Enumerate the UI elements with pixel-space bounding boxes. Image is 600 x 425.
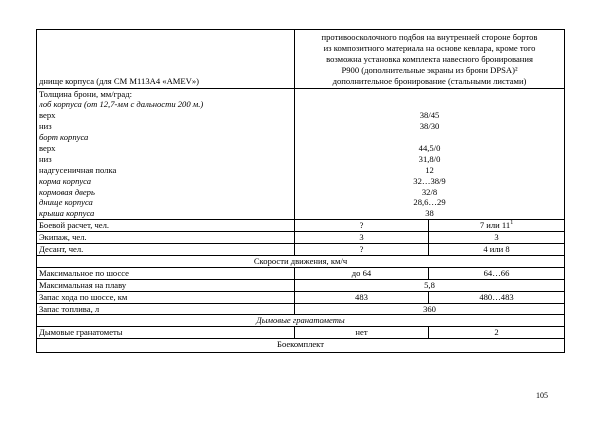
row-value: 4 или 8 xyxy=(429,244,565,256)
armor-labels-cell xyxy=(37,88,295,220)
row-value: 360 xyxy=(295,303,565,315)
armor-value: 38/45 xyxy=(419,110,440,121)
armor-value: 28,6…29 xyxy=(413,197,446,208)
header-right-line: возможна установка комплекта навесного бронирования xyxy=(326,53,533,64)
row-value: ? xyxy=(295,220,429,232)
armor-row xyxy=(37,88,565,220)
header-right-cell xyxy=(295,30,565,89)
table-row xyxy=(37,244,565,256)
armor-label: Толщина брони, мм/град: xyxy=(39,88,132,99)
armor-label: низ xyxy=(39,153,52,164)
row-value: до 64 xyxy=(295,267,429,279)
armor-values-cell xyxy=(295,88,565,220)
row-value: 3 xyxy=(295,232,429,244)
table-row xyxy=(37,291,565,303)
page-number: 105 xyxy=(536,391,548,400)
table-row xyxy=(37,220,565,232)
row-label: Дымовые гранатометы xyxy=(37,327,295,339)
row-value: 483 xyxy=(295,291,429,303)
armor-value: 32…38/9 xyxy=(413,175,446,186)
table-row xyxy=(37,279,565,291)
armor-value: 12 xyxy=(425,164,434,175)
row-value: 480…483 xyxy=(429,291,565,303)
armor-label: лоб корпуса (от 12,7-мм с дальности 200 м.) xyxy=(39,99,204,110)
table-row xyxy=(37,232,565,244)
row-value: нет xyxy=(295,327,429,339)
row-value: ? xyxy=(295,244,429,256)
section-heading: Дымовые гранатометы xyxy=(37,315,565,327)
armor-value xyxy=(297,89,562,100)
footnote-mark: 1 xyxy=(510,220,514,227)
section-heading: Скорости движения, км/ч xyxy=(37,255,565,267)
armor-value: 38/30 xyxy=(419,121,440,132)
section-heading-row xyxy=(37,255,565,267)
specifications-table xyxy=(36,29,565,353)
row-value-cell xyxy=(429,220,565,232)
table-row xyxy=(37,327,565,339)
header-left-cell: днище корпуса (для CM M113A4 «AMEV») xyxy=(37,30,295,89)
armor-value: 31,8/0 xyxy=(418,153,441,164)
armor-value: 44,5/0 xyxy=(418,142,441,153)
armor-label: борт корпуса xyxy=(39,132,89,143)
armor-label: корма корпуса xyxy=(39,175,92,186)
header-right-line: дополнительное бронирование (стальными листами) xyxy=(332,75,527,86)
armor-label: кормовая дверь xyxy=(39,186,95,197)
armor-label: крыша корпуса xyxy=(39,208,95,219)
armor-label: надгусеничная полка xyxy=(39,164,117,175)
row-label: Запас хода по шоссе, км xyxy=(37,291,295,303)
header-right-line: из композитного материала на основе кевлара, кроме того xyxy=(323,42,536,53)
armor-label: низ xyxy=(39,121,52,132)
row-value: 2 xyxy=(429,327,565,339)
row-value: 5,8 xyxy=(295,279,565,291)
armor-value xyxy=(297,99,562,110)
header-row xyxy=(37,30,565,89)
section-heading: Боекомплект xyxy=(37,339,565,353)
armor-value: 38 xyxy=(425,208,434,219)
row-label: Максимальная на плаву xyxy=(37,279,295,291)
section-heading-row xyxy=(37,315,565,327)
row-label: Десант, чел. xyxy=(37,244,295,256)
row-label: Запас топлива, л xyxy=(37,303,295,315)
armor-label: верх xyxy=(39,110,56,121)
armor-value xyxy=(297,132,562,143)
row-label: Экипаж, чел. xyxy=(37,232,295,244)
table-row xyxy=(37,303,565,315)
armor-value: 32/8 xyxy=(421,186,438,197)
row-label: Боевой расчет, чел. xyxy=(37,220,295,232)
row-value: 3 xyxy=(429,232,565,244)
armor-label: верх xyxy=(39,142,56,153)
header-right-line: P900 (дополнительные экраны из брони DPSA)² xyxy=(341,64,518,75)
row-value: 64…66 xyxy=(429,267,565,279)
armor-label: днище корпуса xyxy=(39,197,93,208)
row-value: 7 или 11 xyxy=(479,220,511,231)
header-right-line: противоосколочного подбоя на внутренней стороне бортов xyxy=(321,32,538,42)
row-label: Максимальное по шоссе xyxy=(37,267,295,279)
section-heading-row xyxy=(37,339,565,353)
table-row xyxy=(37,267,565,279)
